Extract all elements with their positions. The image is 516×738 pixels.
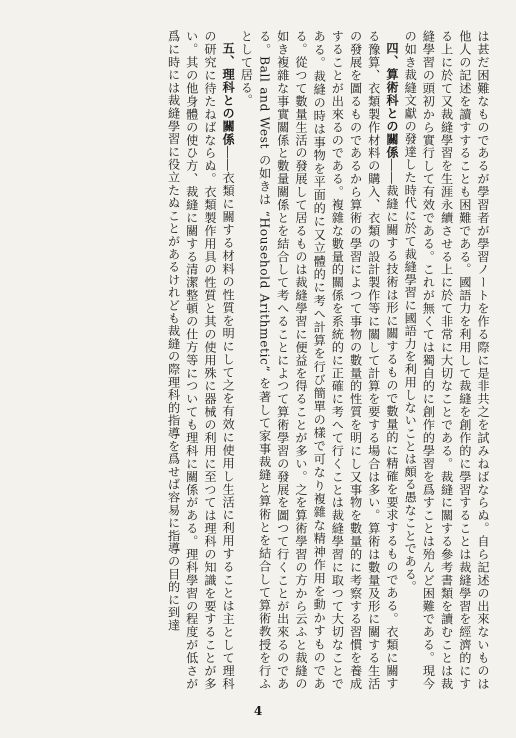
paragraph-text: は甚だ困難なものであるが學習者が學習ノートを作る際に是非共之を試みねばならぬ。自ら記述の出來ないものは他人の記述を讀すすることも困難である。國語力を利用して裁縫を創作的に學習することは裁縫學習を經濟的にする上に於て又裁縫學習を生涯永續させる上に於て非常に大切なことである。裁縫に關する參考書類を讀むことは裁縫學習の頭初から實行して有效である。これが無くては獨自的に創作的學習を爲すことは殆んど困難である。現今の如き裁縫文獻の發達した時代に於て裁縫學習に國語力を利用しないことは頗る愚なことである。: [403, 30, 490, 690]
section-heading: 五、理科との關係: [221, 42, 236, 146]
paragraph: [401, 30, 492, 690]
page-number: 4: [253, 704, 263, 718]
vertical-text-body: [24, 30, 492, 690]
paragraph-text: ――裁縫に關する技術は形に關するもので數量的に精確を要求するものである。衣類に關する豫算、衣類製作材料の購入、衣類の設計製作等に關して計算を要する場合は多い。算術は數量及形に關する生活の發展を圖るものであるから算術の學習によつて事物の數量的性質を明にし又事物を數量的に考察する習慣を養成することが出來るのである。複雜な數量的關係を系統的に正確に考へて行くことは裁縫學習に取つて大切なことである。裁縫の時は事物を平面的に又立體的に考へ計算を行び簡單の樣で可なり複雜な精神作用を動かすものである。從つて數量生活の發展して居るものは裁縫學習に便益を得ることが多い。之を算術學習の方から云ふと裁縫の如き複雜な事實關係と數量關係とを結合して考へることによつて算術學習の發展を圖つて行くことが出來るのである。Ball and West の如きは “Household Arithmetic” を著して家事裁縫と算術とを結合して算術教授を行ふとして居る。: [239, 30, 399, 690]
paragraph: [237, 30, 401, 690]
section-heading: 四、算術科との關係: [384, 42, 399, 159]
paragraph-text: ――衣類に關する材料の性質を明にして之を有效に使用し生活に利用することは主として理科の研究に待たねばならぬ。衣類製作用具の性質と其の使用殊に器械の利用に至つては理科の知識を要することが多い。其の他身體の使ひ方、裁縫に關する清潔整頓の仕方等についても理科に關係がある。理科學習の程度が低さが爲に時には裁縫學習に役立たぬことがあるけれども裁縫の際理科的指導を爲せば容易に指導の目的に到達: [166, 30, 236, 690]
paragraph: [164, 30, 237, 690]
